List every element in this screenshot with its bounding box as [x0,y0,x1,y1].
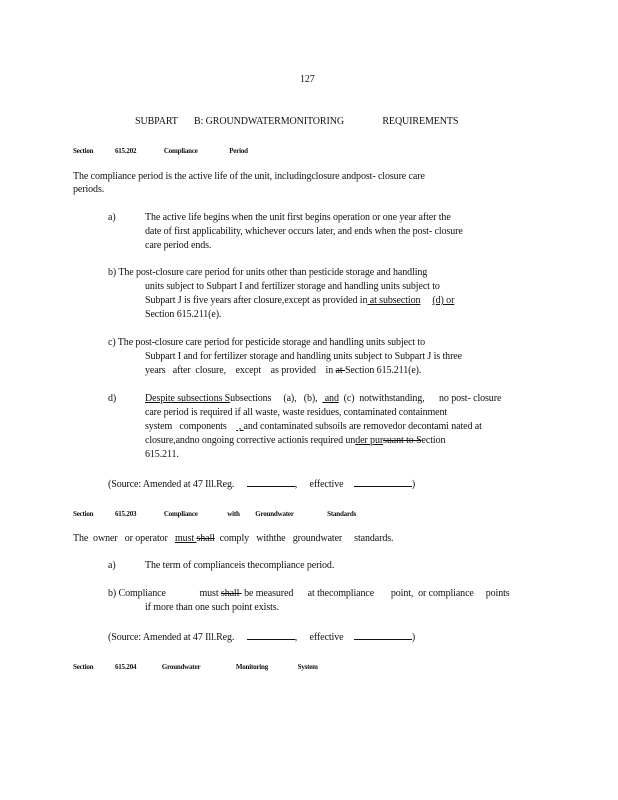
section-title-word: Groundwater [161,663,201,671]
date-blank [354,630,412,640]
section-label: Section [73,147,94,155]
paragraph-line: Subpart I and for fertilizer storage and handling units subject to Subpart J is three [145,351,462,362]
subpart-heading-part3: REQUIREMENTS [382,116,459,127]
section-label: Section [73,663,94,671]
text-run: closure,andno ongoing corrective actionis required un [145,435,356,446]
paragraph-line: care period is required if all waste, waste residues, contaminated containment [145,407,448,418]
text-run: comply withthe groundwater standards. [214,533,394,544]
inserted-text: at subsection [367,295,421,306]
date-blank [247,630,295,640]
text-run: ubsections (a), (b), [230,393,323,404]
paragraph-line [145,421,482,433]
section-title-word: Compliance [163,510,198,518]
section-number: 615.202 [114,147,137,155]
source-effective: effective [309,632,344,643]
inserted-text: must [174,533,197,544]
source-text: (Source: Amended at 47 Ill.Reg. [108,632,235,643]
paragraph-line: b) The post-closure care period for units other than pesticide storage and handling [108,267,428,278]
section-title-word: Groundwater [255,510,294,518]
paragraph-line: units subject to Subpart I and fertilizer storage and handling units subject to [145,281,440,292]
paragraph-line [145,295,454,307]
deleted-text: shall [220,588,242,599]
section-title-word: with [227,510,240,518]
paragraph-line: periods. [73,184,105,195]
text-run: Section 615.211(e). [344,365,422,376]
inserted-text: and [322,393,339,404]
text-run [420,295,432,306]
section-title-word: Standards [327,510,357,518]
section-number: 615.203 [114,510,137,518]
source-effective: effective [309,479,344,490]
paragraph-line [73,533,393,545]
paragraph-line: care period ends. [145,240,212,251]
deleted-text: at [335,365,345,376]
item-label: a) [108,212,116,223]
date-blank [354,477,412,487]
paragraph-line [145,365,421,377]
subpart-heading [135,116,458,128]
section-title-word: Period [229,147,248,155]
section-title-word: Compliance [163,147,198,155]
inserted-text: (d) or [432,295,455,306]
paragraph-line: The term of complianceis thecompliance period. [145,560,335,571]
deleted-text: shall [196,533,215,544]
inserted-text: der pur [355,435,384,446]
deleted-text: suant to S [383,435,422,446]
source-note: (Source: Amended at 47 Ill.Reg. , effective ) [108,632,416,643]
text-run: (c) notwithstanding, no post- closure [338,393,502,404]
date-blank [247,477,295,487]
text-run: b) Compliance must [108,588,221,599]
source-text: (Source: Amended at 47 Ill.Reg. [108,479,235,490]
text-run: and contaminated subsoils are removedor decontami nated at [243,421,482,432]
paragraph-line: 615.211. [145,449,179,460]
paragraph-line [145,393,501,405]
subpart-heading-part2: B: GROUNDWATERMONITORING [194,116,344,127]
text-run: The owner or operator [73,533,175,544]
text-run: system components [145,421,237,432]
section-title-word: Monitoring [235,663,269,671]
paragraph-line: The active life begins when the unit first begins operation or one year after the [145,212,451,223]
text-run: be measured at thecompliance point, or compliance points [241,588,510,599]
text-run: ection [421,435,446,446]
section-label: Section [73,510,94,518]
source-close: ) [411,632,416,643]
paragraph-line: if more than one such point exists. [145,602,279,613]
text-run: years after closure, except as provided in [145,365,336,376]
subpart-heading-part1: SUBPART [135,116,178,127]
text-run: Subpart J is five years after closure,except as provided in [145,295,368,306]
source-note: (Source: Amended at 47 Ill.Reg. , effective ) [108,479,416,490]
paragraph-line: The compliance period is the active life of the unit, includingclosure andpost- closure care [73,171,425,182]
paragraph-line: Section 615.211(e). [145,309,222,320]
section-heading-615-204 [73,661,318,673]
item-label: a) [108,560,116,571]
item-label: d) [108,393,117,404]
section-title-word: System [297,663,318,671]
paragraph-line [108,588,510,600]
page-number: 127 [300,74,315,85]
section-number: 615.204 [114,663,137,671]
paragraph-line: date of first applicability, whichever occurs later, and ends when the post- closure [145,226,463,237]
section-heading-615-202 [73,145,248,157]
source-close: ) [411,479,416,490]
paragraph-line [145,435,445,447]
paragraph-line: c) The post-closure care period for pesticide storage and handling units subject to [108,337,425,348]
inserted-text: , [236,421,244,432]
inserted-text: Despite subsections S [145,393,231,404]
section-heading-615-203 [73,508,356,520]
